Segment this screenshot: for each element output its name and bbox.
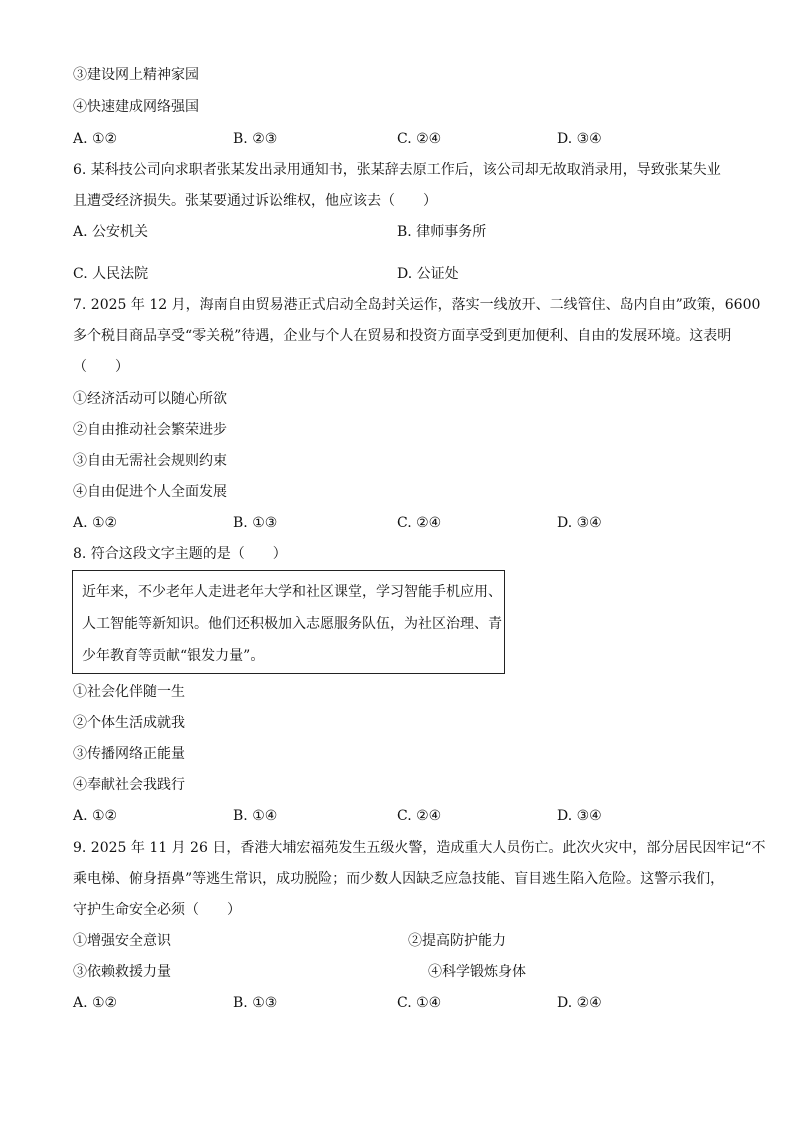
q8-passage-line-3: 少年教育等贡献“银发力量”。 <box>82 648 265 664</box>
q7-option-b[interactable]: B. ①③ <box>233 515 278 531</box>
q8-stem: 8. 符合这段文字主题的是（ ） <box>73 546 287 562</box>
q9-stem-line-1: 9. 2025 年 11 月 26 日，香港大埔宏福苑发生五级火警，造成重大人员伤亡。此次火灾中，部分居民因牢记“不 <box>73 840 766 856</box>
q6-stem-line-1: 6. 某科技公司向求职者张某发出录用通知书，张某辞去原工作后，该公司却无故取消录用，导致张某失业 <box>73 162 721 178</box>
q5-option-a[interactable]: A. ①② <box>73 131 118 147</box>
q7-stem-line-1: 7. 2025 年 12 月，海南自由贸易港正式启动全岛封关运作，落实一线放开、二线管住、岛内自由”政策，6600 <box>73 297 761 313</box>
q6-option-b[interactable]: B. 律师事务所 <box>397 224 487 240</box>
q9-item-1: ①增强安全意识 <box>73 933 171 949</box>
q9-item-2: ②提高防护能力 <box>408 933 506 949</box>
q8-item-2: ②个体生活成就我 <box>73 715 185 731</box>
q7-item-4: ④自由促进个人全面发展 <box>73 484 227 500</box>
q5-option-d[interactable]: D. ③④ <box>557 131 602 147</box>
q8-option-d[interactable]: D. ③④ <box>557 808 602 824</box>
q5-item-3: ③建设网上精神家园 <box>73 67 199 83</box>
q9-option-b[interactable]: B. ①③ <box>233 995 278 1011</box>
q8-item-4: ④奉献社会我践行 <box>73 777 185 793</box>
q8-option-a[interactable]: A. ①② <box>73 808 118 824</box>
q7-option-a[interactable]: A. ①② <box>73 515 118 531</box>
q8-passage-line-1: 近年来，不少老年人走进老年大学和社区课堂，学习智能手机应用、 <box>82 584 502 600</box>
q7-item-2: ②自由推动社会繁荣进步 <box>73 422 227 438</box>
q7-item-1: ①经济活动可以随心所欲 <box>73 391 227 407</box>
q7-stem-line-2: 多个税目商品享受“零关税”待遇，企业与个人在贸易和投资方面享受到更加便利、自由的发展环境。这表明 <box>73 328 732 344</box>
q9-option-c[interactable]: C. ①④ <box>397 995 442 1011</box>
q7-stem-line-3: （ ） <box>73 359 129 375</box>
q5-option-b[interactable]: B. ②③ <box>233 131 278 147</box>
q9-item-4: ④科学锻炼身体 <box>428 964 526 980</box>
q5-option-c[interactable]: C. ②④ <box>397 131 442 147</box>
q9-stem-line-2: 乘电梯、俯身捂鼻”等逃生常识，成功脱险；而少数人因缺乏应急技能、盲目逃生陷入危险。这警示我们， <box>73 871 725 887</box>
q6-option-c[interactable]: C. 人民法院 <box>73 266 149 282</box>
q5-item-4: ④快速建成网络强国 <box>73 99 199 115</box>
q9-item-3: ③依赖救援力量 <box>73 964 171 980</box>
q6-option-a[interactable]: A. 公安机关 <box>73 224 149 240</box>
q8-item-3: ③传播网络正能量 <box>73 746 185 762</box>
q6-stem-line-2: 且遭受经济损失。张某要通过诉讼维权，他应该去（ ） <box>73 193 437 209</box>
q9-stem-line-3: 守护生命安全必须（ ） <box>73 902 241 918</box>
q9-option-a[interactable]: A. ①② <box>73 995 118 1011</box>
q8-item-1: ①社会化伴随一生 <box>73 684 185 700</box>
q7-option-d[interactable]: D. ③④ <box>557 515 602 531</box>
q7-item-3: ③自由无需社会规则约束 <box>73 453 227 469</box>
q6-option-d[interactable]: D. 公证处 <box>397 266 459 282</box>
q7-option-c[interactable]: C. ②④ <box>397 515 442 531</box>
q8-passage-line-2: 人工智能等新知识。他们还积极加入志愿服务队伍，为社区治理、青 <box>82 616 502 632</box>
q8-option-b[interactable]: B. ①④ <box>233 808 278 824</box>
q9-option-d[interactable]: D. ②④ <box>557 995 602 1011</box>
q8-option-c[interactable]: C. ②④ <box>397 808 442 824</box>
q8-passage-box <box>72 570 505 674</box>
